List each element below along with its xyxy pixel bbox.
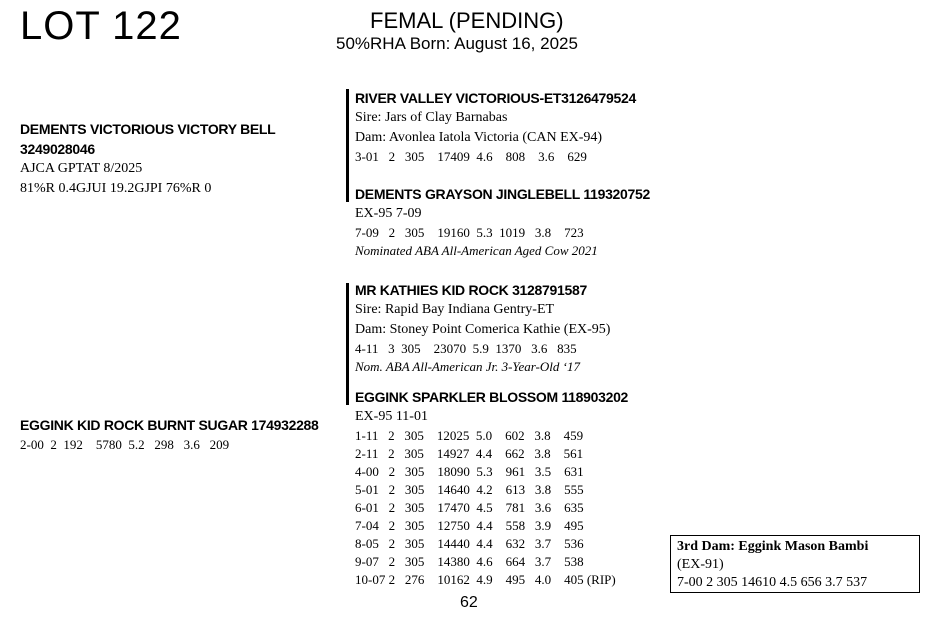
- record-row: 2-11 2 305 14927 4.4 662 3.8 561: [355, 446, 584, 461]
- breed-born-line: 50%RHA Born: August 16, 2025: [336, 34, 578, 53]
- third-dam-box: [670, 535, 920, 593]
- sire-sire-name: RIVER VALLEY VICTORIOUS-ET3126479524: [355, 90, 636, 106]
- sire-proof-line: 81%R 0.4GJUI 19.2GJPI 76%R 0: [20, 181, 212, 196]
- record-row: 6-01 2 305 17470 4.5 781 3.6 635: [355, 500, 584, 515]
- lot-number: LOT 122: [20, 4, 182, 48]
- record-row: 9-07 2 305 14380 4.6 664 3.7 538: [355, 554, 584, 569]
- sire-name: DEMENTS VICTORIOUS VICTORY BELL: [20, 121, 276, 137]
- record-row: 10-07 2 276 10162 4.9 495 4.0 405 (RIP): [355, 572, 616, 587]
- dam-sire-dam: Dam: Stoney Point Comerica Kathie (EX-95): [355, 322, 611, 337]
- pedigree-bracket-upper: [346, 89, 349, 202]
- dam-sire-name: MR KATHIES KID ROCK 3128791587: [355, 282, 587, 298]
- dam-dam-classification: EX-95 11-01: [355, 409, 428, 424]
- sire-genomic-line: AJCA GPTAT 8/2025: [20, 161, 143, 176]
- third-dam-classification: (EX-91): [677, 557, 724, 572]
- sire-sire-record: 3-01 2 305 17409 4.6 808 3.6 629: [355, 149, 587, 164]
- record-row: 5-01 2 305 14640 4.2 613 3.8 555: [355, 482, 584, 497]
- sire-dam-classification: EX-95 7-09: [355, 206, 422, 221]
- sex-status: FEMAL (PENDING): [370, 8, 564, 33]
- record-row: 1-11 2 305 12025 5.0 602 3.8 459: [355, 428, 584, 443]
- sire-registration: 3249028046: [20, 141, 95, 157]
- dam-dam-name: EGGINK SPARKLER BLOSSOM 118903202: [355, 389, 629, 405]
- dam-sire-record: 4-11 3 305 23070 5.9 1370 3.6 835: [355, 341, 577, 356]
- sire-sire-dam: Dam: Avonlea Iatola Victoria (CAN EX-94): [355, 130, 603, 145]
- sire-sire-sire: Sire: Jars of Clay Barnabas: [355, 110, 508, 125]
- third-dam-title: 3rd Dam: Eggink Mason Bambi: [677, 539, 869, 554]
- sire-dam-note: Nominated ABA All-American Aged Cow 2021: [355, 243, 598, 258]
- record-row: 4-00 2 305 18090 5.3 961 3.5 631: [355, 464, 584, 479]
- record-row: 8-05 2 305 14440 4.4 632 3.7 536: [355, 536, 584, 551]
- page-number: 62: [460, 594, 478, 611]
- dam-sire-sire: Sire: Rapid Bay Indiana Gentry-ET: [355, 302, 555, 317]
- sire-dam-record: 7-09 2 305 19160 5.3 1019 3.8 723: [355, 225, 584, 240]
- third-dam-record: 7-00 2 305 14610 4.5 656 3.7 537: [677, 575, 868, 590]
- dam-name: EGGINK KID ROCK BURNT SUGAR 174932288: [20, 417, 319, 433]
- pedigree-bracket-lower: [346, 283, 349, 405]
- record-row: 7-04 2 305 12750 4.4 558 3.9 495: [355, 518, 584, 533]
- sire-dam-name: DEMENTS GRAYSON JINGLEBELL 119320752: [355, 186, 650, 202]
- dam-dam-records: [355, 428, 616, 590]
- dam-record: 2-00 2 192 5780 5.2 298 3.6 209: [20, 437, 230, 452]
- dam-sire-note: Nom. ABA All-American Jr. 3-Year-Old ‘17: [355, 359, 580, 374]
